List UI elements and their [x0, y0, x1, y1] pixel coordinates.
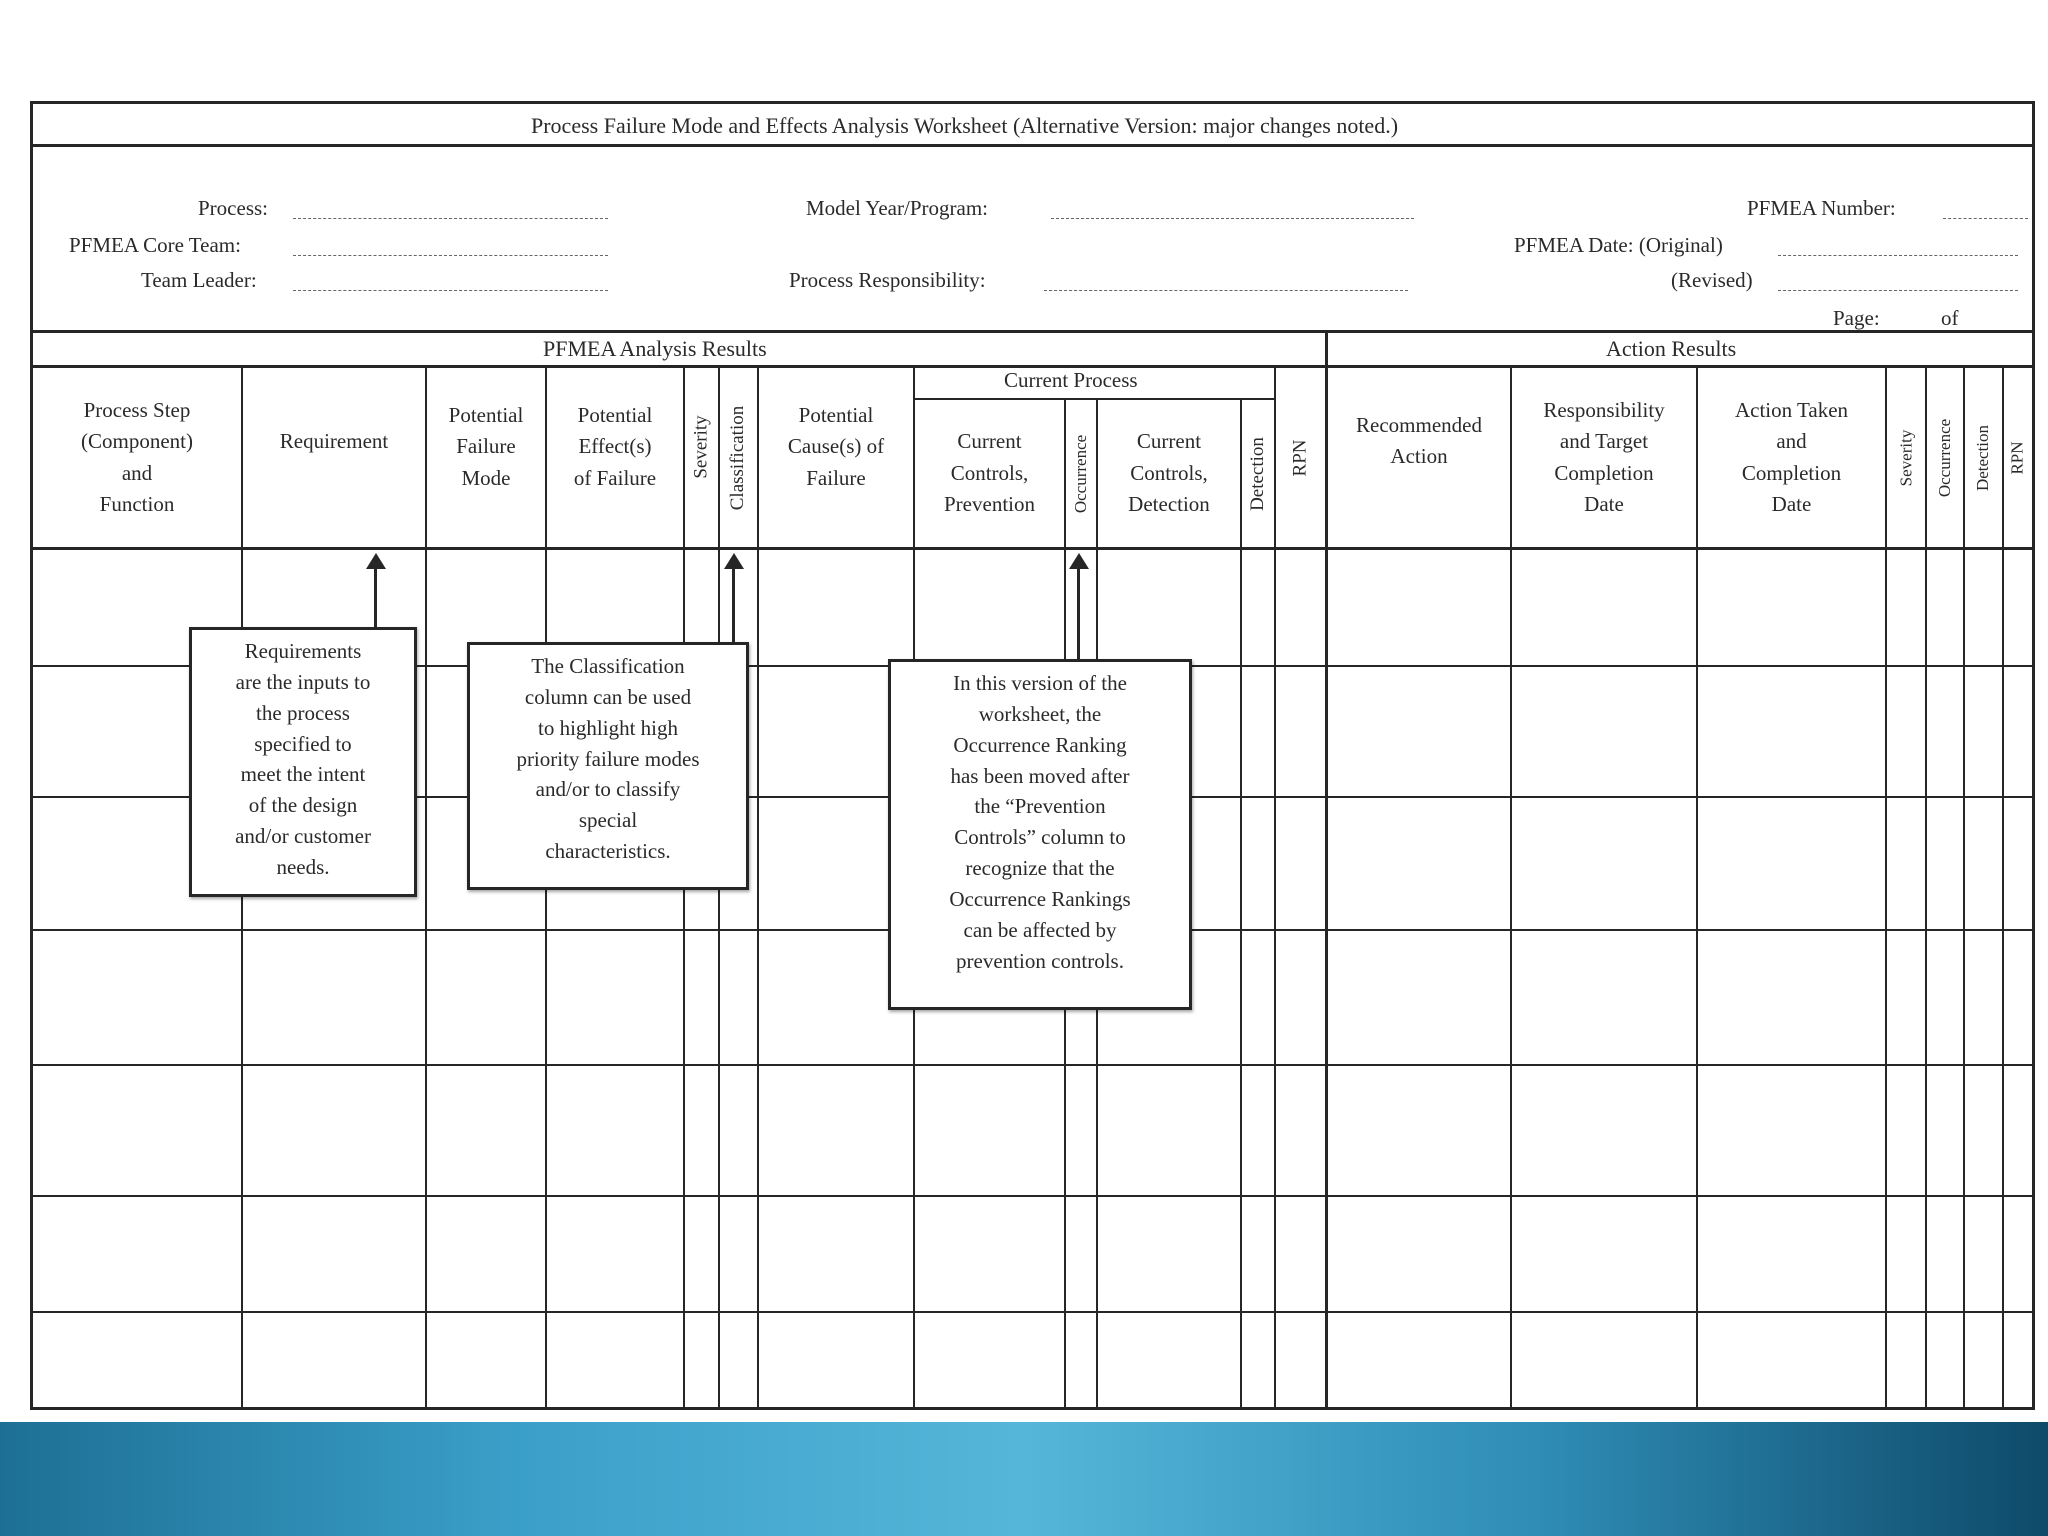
causes-header: Potential Cause(s) of Failure — [787, 402, 885, 490]
severity-header-label: Severity — [690, 415, 712, 479]
title-divider — [30, 144, 2035, 147]
current-process-heading: Current Process — [1004, 368, 1138, 392]
prevention-header: Current Controls, Prevention — [944, 429, 1035, 517]
revised-label: (Revised) — [1671, 268, 1753, 292]
occurrence2-header — [1927, 368, 1963, 547]
analysis-results-heading: PFMEA Analysis Results — [543, 336, 767, 361]
process-blank[interactable] — [293, 218, 608, 219]
page-of-label: of — [1941, 306, 1959, 330]
detection-header-label: Detection — [1247, 436, 1269, 511]
failure-mode-header: Potential Failure Mode — [448, 402, 524, 490]
recommended-action-header: Recommended Action — [1356, 412, 1482, 468]
rpn2-header-label: RPN — [2008, 440, 2028, 475]
requirement-arrow-shaft — [374, 568, 377, 628]
action-taken-header: Action Taken and Completion Date — [1734, 397, 1849, 516]
revised-blank[interactable] — [1778, 290, 2018, 291]
worksheet-title: Process Failure Mode and Effects Analysis Worksheet (Alternative Version: major changes noted.) — [531, 113, 1399, 138]
detection-header — [1242, 400, 1274, 547]
pfmea-date-blank[interactable] — [1778, 255, 2018, 256]
classification-header-label: Classification — [727, 405, 749, 510]
responsibility-target-header: Responsibility and Target Completion Date — [1543, 397, 1665, 516]
column-line — [1240, 399, 1242, 1410]
occurrence-callout: In this version of the worksheet, the Occurrence Ranking has been moved after the “Prevention Controls” column to recognize that the Occurrence Rankings can be affected by prevention controls. — [888, 659, 1192, 1010]
action-results-heading: Action Results — [1606, 336, 1737, 361]
effects-header: Potential Effect(s) of Failure — [573, 402, 657, 490]
detection2-header — [1965, 368, 2002, 547]
occurrence2-header-label: Occurrence — [1935, 418, 1955, 497]
detection2-header-label: Detection — [1973, 424, 1993, 491]
pfmea-number-blank[interactable] — [1943, 218, 2028, 219]
info-divider — [30, 330, 2035, 333]
model-year-blank[interactable] — [1051, 218, 1414, 219]
pfmea-number-label: PFMEA Number: — [1747, 196, 1896, 220]
row-line — [30, 1064, 2035, 1066]
classification-arrow-head — [724, 553, 744, 569]
rpn2-header — [2004, 368, 2032, 547]
severity2-header — [1887, 368, 1925, 547]
row-line — [30, 1311, 2035, 1313]
process-label: Process: — [198, 196, 268, 220]
occurrence-arrow-head — [1069, 553, 1089, 569]
team-leader-label: Team Leader: — [141, 268, 257, 292]
severity-header — [685, 368, 718, 526]
requirement-header: Requirement — [279, 429, 389, 454]
classification-arrow-shaft — [732, 568, 735, 644]
row-line — [30, 1195, 2035, 1197]
team-leader-blank[interactable] — [293, 290, 608, 291]
severity2-header-label: Severity — [1896, 429, 1915, 486]
pfmea-date-label: PFMEA Date: (Original) — [1514, 233, 1723, 257]
process-responsibility-blank[interactable] — [1044, 290, 1408, 291]
page-label: Page: — [1833, 306, 1880, 330]
core-team-label: PFMEA Core Team: — [69, 233, 241, 257]
model-year-label: Model Year/Program: — [806, 196, 988, 220]
classification-header — [720, 368, 757, 547]
slide-footer-bar — [0, 1422, 2048, 1536]
requirements-callout: Requirements are the inputs to the process specified to meet the intent of the design and/or customer needs. — [189, 627, 417, 897]
classification-callout: The Classification column can be used to highlight high priority failure modes and/or to classify special characteristics. — [467, 642, 749, 890]
detection-controls-header: Current Controls, Detection — [1128, 429, 1210, 517]
occurrence-header — [1066, 400, 1096, 547]
core-team-blank[interactable] — [293, 255, 608, 256]
rpn-header-label: RPN — [1289, 439, 1311, 476]
requirement-arrow-head — [366, 553, 386, 569]
occurrence-arrow-shaft — [1077, 568, 1080, 660]
header-bottom-line — [30, 547, 2035, 550]
process-step-header: Process Step (Component) and Function — [81, 397, 193, 516]
rpn-header — [1276, 368, 1325, 547]
process-responsibility-label: Process Responsibility: — [789, 268, 986, 292]
occurrence-header-label: Occurrence — [1071, 434, 1091, 513]
